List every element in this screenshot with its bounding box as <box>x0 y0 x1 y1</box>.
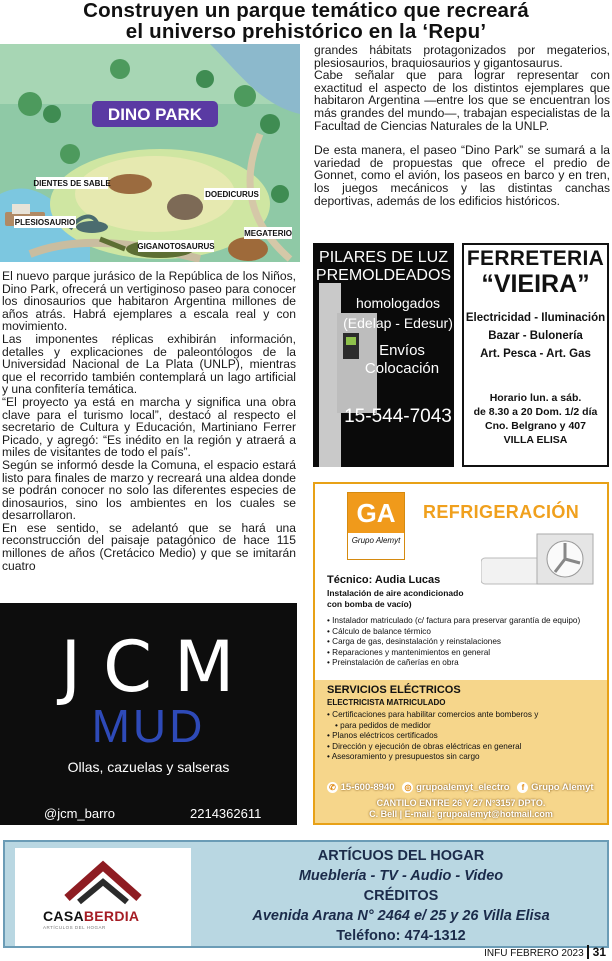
list-item: • Dirección y ejecución de obras eléctricas en general <box>327 742 538 753</box>
article-paragraph: Según se informó desde la Comuna, el espacio estará listo para finales de marzo y recreará una aldea donde se podrán conocer no solo las diferentes especies de dinosaurios, sino los ambientes en los cuales se desarrollaron. <box>2 457 296 523</box>
jcm-phone: 2214362611 <box>190 806 262 821</box>
berdia-line-2: Mueblería - TV - Audio - Video <box>298 868 504 884</box>
ga-facebook: Grupo Alemyt <box>531 782 594 794</box>
list-item: • Carga de gas, desinstalación y reinstalaciones <box>327 637 580 648</box>
pilares-envios: Envíos <box>379 342 425 359</box>
list-item: • Cálculo de balance térmico <box>327 627 580 638</box>
ad-casa-berdia <box>3 840 609 948</box>
list-item: • Reparaciones y mantenimientos en general <box>327 648 580 659</box>
list-item-continued: • para pedidos de medidor <box>327 721 538 732</box>
jcm-instagram: @jcm_barro <box>44 806 115 821</box>
house-roof-icon <box>15 848 191 908</box>
pilares-homologados: homologados <box>355 295 441 311</box>
logo-casa: CASA <box>43 908 84 924</box>
list-item: • Asesoramiento y presupuestos sin cargo <box>327 752 538 763</box>
ferreteria-city: VILLA ELISA <box>503 434 568 446</box>
ga-electric-title: SERVICIOS ELÉCTRICOS <box>327 684 461 696</box>
ad-ferreteria-vieira <box>462 243 609 467</box>
ga-electric-subtitle: ELECTRICISTA MATRICULADO <box>327 698 446 707</box>
ad-ga-refrigeracion <box>313 482 609 825</box>
page-footer <box>484 946 606 960</box>
ferreteria-rubro-2: Bazar - Bulonería <box>488 330 583 342</box>
ga-electric-band <box>315 680 607 823</box>
article-paragraph: “El proyecto ya está en marcha y significa una obra clave para el turismo local”, destacó al respecto el secretario de Cultura y Educación, Martiniano Ferrer Picado, y agregó: “Es inédito en la región y atraerá a miles de visitantes de todo el país”. <box>2 394 296 460</box>
map-title: DINO PARK <box>107 105 203 124</box>
instagram-icon: ◎ <box>402 782 413 793</box>
air-conditioner-icon <box>481 530 601 610</box>
mud-logo: MUD <box>91 700 206 752</box>
berdia-line-3: CRÉDITOS <box>363 888 439 904</box>
map-label-3: PLESIOSAURIO <box>14 218 76 227</box>
article-paragraph: Las imponentes réplicas exhibirán información, detalles y explicaciones de paleontólogos de la Universidad Nacional de La Plata (UNLP), mientras que el recorrido también contemplará un lago artificial y una confitería temática. <box>2 331 296 397</box>
headline-line-1: Construyen un parque temático que recreará <box>83 0 529 22</box>
list-item: • Preinstalación de cañerías en obra <box>327 658 580 669</box>
pilares-phone: 15-544-7043 <box>344 406 452 427</box>
ga-contact-row <box>327 782 594 793</box>
ferreteria-name: “VIEIRA” <box>481 270 590 298</box>
ferreteria-horario-1: Horario lun. a sáb. <box>489 392 582 404</box>
jcm-tagline: Ollas, cazuelas y salseras <box>67 759 230 775</box>
ga-technician: Técnico: Audia Lucas <box>327 574 441 586</box>
article-paragraph: Cabe señalar que para lograr representar con exactitud el aspecto de los distintos ejemplares que habitaron Argentina —entre los que se encuentran los más grandes del mundo—, trabajan especialistas de la Facultad de Ciencias Naturales de la UNLP. <box>314 68 610 133</box>
berdia-info <box>195 846 607 946</box>
headline-line-2: el universo prehistórico en la ‘Repu’ <box>125 20 487 43</box>
ga-instagram: grupoalemyt_electro <box>416 782 510 794</box>
pilares-colocacion: Colocación <box>364 360 440 377</box>
pilares-edelap: (Edelap - Edesur) <box>343 315 453 331</box>
list-item: • Planos eléctricos certificados <box>327 731 538 742</box>
headline <box>0 0 612 42</box>
berdia-phone: Teléfono: 474-1312 <box>336 928 466 944</box>
logo-berdia: BERDIA <box>83 908 140 924</box>
map-label-4: MEGATERIO <box>244 229 292 238</box>
list-item: • Certificaciones para habilitar comercios ante bomberos y <box>327 710 538 721</box>
casa-berdia-logo <box>15 848 191 946</box>
article-left-column <box>2 270 296 572</box>
article-paragraph: El nuevo parque jurásico de la República de los Niños, Dino Park, ofrecerá un vertiginoso paseo para conocer los dinosaurios que habitaron Argentina millones de años atrás. Habrá ejemplares a escala real y con movimiento. <box>2 269 296 334</box>
ga-subtitle: Instalación de aire acondicionado con bomba de vacío) <box>327 588 464 609</box>
ga-services-list <box>327 616 580 669</box>
ad-pilares-de-luz <box>313 243 454 467</box>
pilares-title: PILARES DE LUZ PREMOLDEADOS <box>315 249 452 284</box>
berdia-line-1: ARTÍCUOS DEL HOGAR <box>317 848 485 864</box>
whatsapp-icon: ✆ <box>327 782 338 793</box>
logo-tagline: ARTÍCULOS DEL HOGAR <box>43 925 106 930</box>
article-paragraph: En ese sentido, se adelantó que se hará una reconstrucción del paisaje patagónico de hace 115 millones de años (Cretácico Medio) y que se imitarán cuatro <box>2 520 296 573</box>
list-item: • Instalador matriculado (c/ factura para preservar garantía de equipo) <box>327 616 580 627</box>
ad-jcm-mud <box>0 603 297 825</box>
ga-address: CANTILO ENTRE 26 Y 27 N°3157 DPTO. C. Bell | E-mail: grupoalemyt@hotmail.com <box>369 798 553 819</box>
ferreteria-horario-2: de 8.30 a 20 Dom. 1/2 día <box>473 406 598 418</box>
ferreteria-rubro-3: Art. Pesca - Art. Gas <box>480 348 591 360</box>
page-number: 31 <box>587 945 606 959</box>
map-illustration <box>0 44 300 262</box>
ga-title: REFRIGERACIÓN <box>423 502 580 522</box>
map-label-1: DIENTES DE SABLE <box>33 179 111 188</box>
article-paragraph: De esta manera, el paseo “Dino Park” se sumará a la variedad de propuestas que ofrece el predio de Gonnet, como el avión, los paseos en barco y en tren, los juegos mecánicos y las distintas canchas deportivas, además de los edificios históricos. <box>314 143 610 208</box>
ferreteria-address: Cno. Belgrano y 407 <box>485 420 586 432</box>
ga-logo: GA Grupo Alemyt <box>347 492 405 560</box>
ferreteria-title: FERRETERIA <box>466 247 605 270</box>
map-label-5: GIGANOTOSAURUS <box>137 242 215 251</box>
facebook-icon: f <box>517 782 528 793</box>
ferreteria-rubro-1: Electricidad - Iluminación <box>465 312 606 324</box>
ga-phone: 15-600-8940 <box>340 782 395 794</box>
ga-electric-list <box>327 710 538 763</box>
article-right-column <box>314 44 610 207</box>
berdia-address: Avenida Arana N° 2464 e/ 25 y 26 Villa Elisa <box>252 908 550 924</box>
dino-park-map <box>0 44 300 262</box>
issue-label: INFU FEBRERO 2023 <box>484 948 584 959</box>
jcm-logo: JCM <box>60 626 257 708</box>
article-paragraph: grandes hábitats protagonizados por megaterios, plesiosaurios, braquiosaurios y gigantosaurus. <box>314 43 610 70</box>
map-label-2: DOEDICURUS <box>205 190 259 199</box>
